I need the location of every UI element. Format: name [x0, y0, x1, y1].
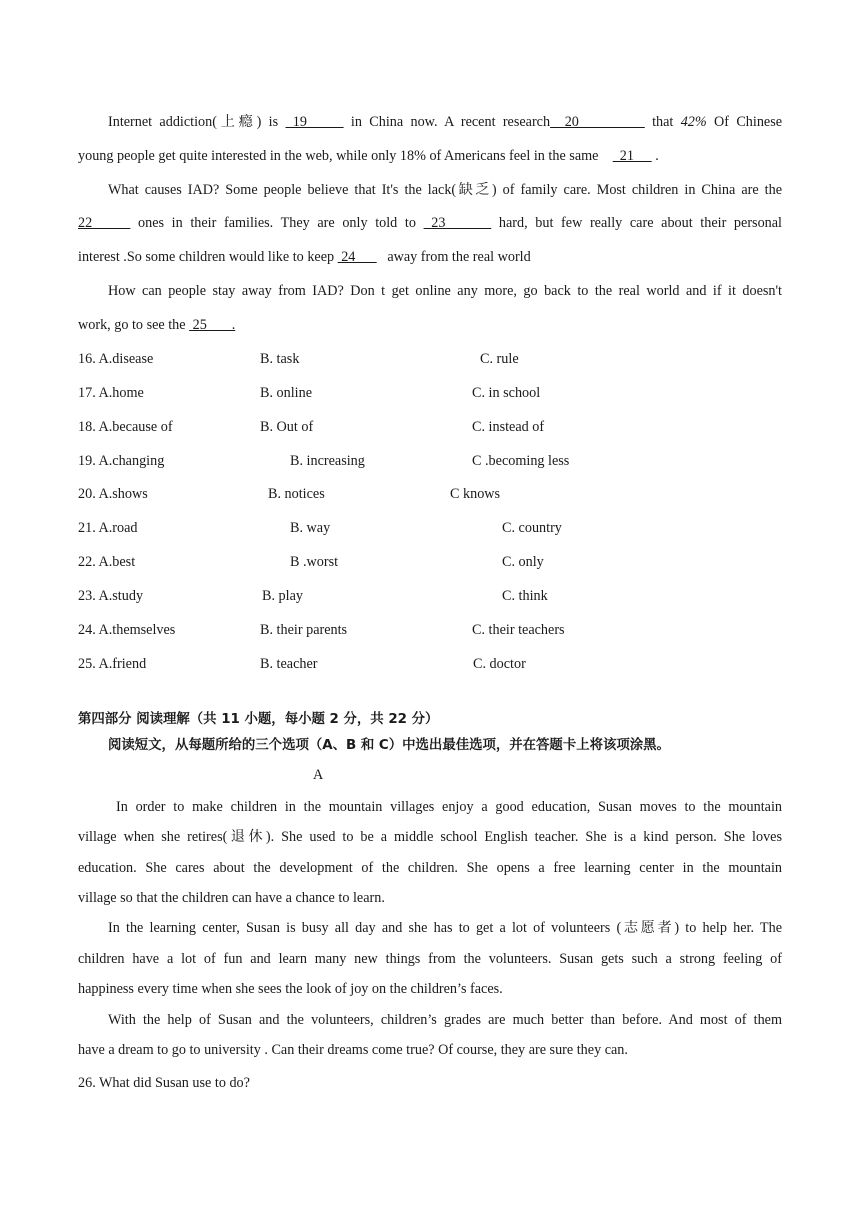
option-16-b: B. task [260, 351, 300, 367]
blank-19: 19 [285, 114, 344, 130]
passage-line: village so that the children can have a chance to learn. [78, 890, 385, 906]
passage-line [78, 950, 782, 968]
passage-label: A [313, 767, 324, 783]
passage-line [108, 919, 782, 937]
text: work, go to see the [78, 317, 186, 333]
option-17-c: C. in school [472, 385, 541, 401]
cloze-paragraph-1-line-2 [78, 147, 659, 165]
passage-line [108, 1011, 782, 1029]
text: in China now. A recent research [350, 114, 551, 130]
text: What causes IAD? Some people believe that It's the lack(缺乏) of family care. Most children in China are the [108, 182, 782, 198]
text: hard, but few really care about their personal [498, 215, 782, 231]
option-22-c: C. only [502, 554, 544, 570]
option-23-c: C. think [502, 588, 548, 604]
section-instruction: 阅读短文，从每题所给的三个选项（A、B 和 C）中选出最佳选项，并在答题卡上将该项涂黑。 [108, 738, 670, 753]
text: In the learning center, Susan is busy all day and she has to get a lot of volunteers (志愿者) to help her. The [108, 920, 782, 936]
text: away from the real world [387, 249, 531, 265]
text: ones in their families. They are only told to [138, 215, 416, 231]
text: . [655, 148, 659, 164]
text: Internet addiction(上瘾) is [108, 114, 279, 130]
option-19-b: B. increasing [290, 453, 365, 469]
section-title: 第四部分 阅读理解（共 11 小题，每小题 2 分，共 22 分） [78, 712, 439, 727]
blank-25: 25 . [189, 317, 236, 333]
passage-line [78, 859, 782, 877]
text: young people get quite interested in the web, while only 18% of Americans feel in the same [78, 148, 599, 164]
blank-22: 22 [78, 215, 131, 231]
passage-line: happiness every time when she sees the look of joy on the children’s faces. [78, 981, 503, 997]
option-19-c: C .becoming less [472, 453, 570, 469]
text: With the help of Susan and the volunteers, children’s grades are much better than before. And most of them [108, 1012, 782, 1028]
passage-line [78, 828, 782, 846]
text: that [652, 114, 674, 130]
text: In order to make children in the mountain villages enjoy a good education, Susan moves to the mountain [116, 799, 782, 815]
passage-line: have a dream to go to university . Can their dreams come true? Of course, they are sure they can. [78, 1042, 628, 1058]
option-25-a: 25. A.friend [78, 656, 147, 672]
option-23-b: B. play [262, 588, 303, 604]
text: village when she retires(退休). She used to be a middle school English teacher. She is a kind person. She loves [78, 829, 782, 845]
text: interest .So some children would like to keep [78, 249, 335, 265]
option-18-b: B. Out of [260, 419, 314, 435]
option-17-b: B. online [260, 385, 313, 401]
option-21-a: 21. A.road [78, 520, 138, 536]
percent-value: 42% [680, 114, 707, 130]
option-24-c: C. their teachers [472, 622, 565, 638]
question-26: 26. What did Susan use to do? [78, 1075, 250, 1091]
option-19-a: 19. A.changing [78, 453, 165, 469]
cloze-paragraph-1-line-1 [108, 113, 782, 131]
option-23-a: 23. A.study [78, 588, 144, 604]
blank-21: 21 [612, 148, 652, 164]
cloze-paragraph-3-line-1 [108, 282, 782, 300]
option-16-c: C. rule [480, 351, 519, 367]
option-21-b: B. way [290, 520, 331, 536]
option-25-c: C. doctor [473, 656, 526, 672]
passage-line [116, 798, 782, 816]
blank-24: 24 [337, 249, 377, 265]
cloze-paragraph-3-line-2 [78, 316, 235, 334]
option-20-a: 20. A.shows [78, 486, 148, 502]
cloze-paragraph-2-line-1 [108, 181, 782, 199]
option-25-b: B. teacher [260, 656, 318, 672]
option-22-a: 22. A.best [78, 554, 136, 570]
option-18-a: 18. A.because of [78, 419, 173, 435]
cloze-paragraph-2-line-2 [78, 214, 782, 232]
option-21-c: C. country [502, 520, 562, 536]
text: education. She cares about the development of the children. She opens a free learning center in the mountain [78, 860, 782, 876]
option-20-b: B. notices [268, 486, 325, 502]
blank-20: 20 [550, 114, 645, 130]
text: How can people stay away from IAD? Don t get online any more, go back to the real world and if it doesn't [108, 283, 782, 299]
option-18-c: C. instead of [472, 419, 545, 435]
cloze-paragraph-2-line-3 [78, 248, 531, 266]
option-22-b: B .worst [290, 554, 339, 570]
option-16-a: 16. A.disease [78, 351, 154, 367]
option-17-a: 17. A.home [78, 385, 144, 401]
option-24-a: 24. A.themselves [78, 622, 176, 638]
option-24-b: B. their parents [260, 622, 348, 638]
text: Of Chinese [714, 114, 783, 130]
blank-23: 23 [423, 215, 492, 231]
option-20-c: C knows [450, 486, 501, 502]
text: children have a lot of fun and learn many new things from the volunteers. Susan gets such a strong feeling of [78, 951, 782, 967]
